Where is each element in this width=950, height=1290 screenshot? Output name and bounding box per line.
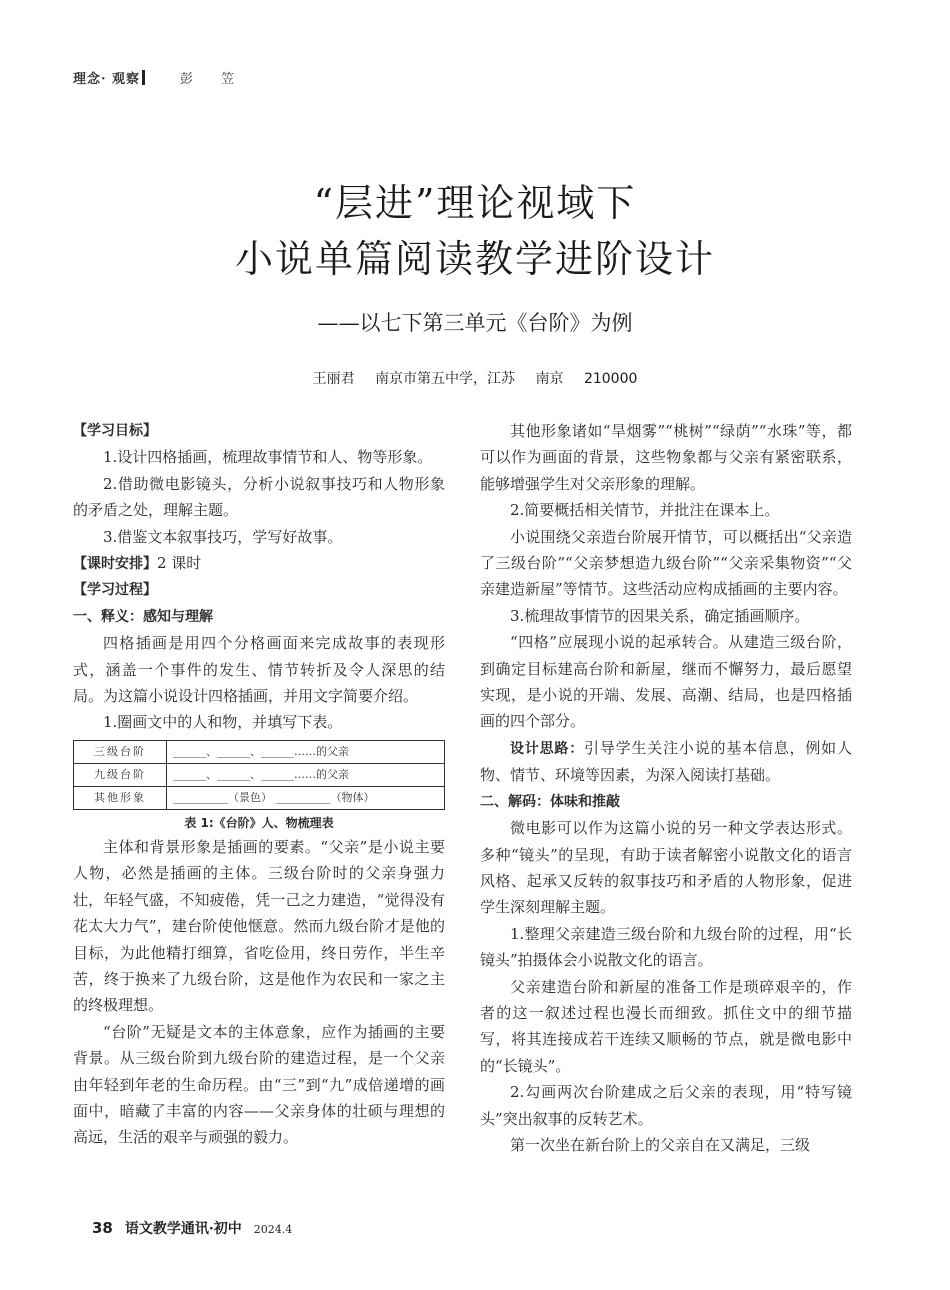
paragraph: 1.圈画文中的人和物，并填写下表。	[103, 713, 343, 732]
table-row	[74, 740, 445, 763]
table-row	[74, 763, 445, 786]
page-number: 38	[92, 1219, 113, 1237]
schedule	[73, 550, 445, 577]
title-line-2: 小说单篇阅读教学进阶设计	[234, 237, 715, 281]
schedule-heading: 【课时安排】	[73, 556, 157, 573]
title-line-1: “层进”理论视域下	[313, 181, 637, 225]
author-affiliation: 南京市第五中学，江苏	[375, 371, 516, 387]
paragraph: 父亲建造台阶和新屋的准备工作是琐碎艰辛的，作者的这一叙述过程也漫长而细致。抓住文中的细节描写，将其连接成若干连续又顺畅的节点，就是微电影中的“长镜头”。	[480, 977, 852, 1075]
running-header	[73, 68, 247, 87]
goal-heading: 【学习目标】	[73, 423, 157, 439]
table-cell-content: __________（景色） __________（物体）	[167, 786, 445, 809]
paragraph: 小说围绕父亲造台阶展开情节，可以概括出“父亲造了三级台阶”“父亲梦想造九级台阶”“父亲采集物资”“父亲建造新屋”等情节。这些活动应构成插画的主要内容。	[480, 527, 852, 599]
paragraph: 主体和背景形象是插画的要素。“父亲”是小说主要人物，必然是插画的主体。三级台阶时的父亲身强力壮，年轻气盛，不知疲倦，凭一己之力建造，“觉得没有花太大力气”，建台阶使他惬意。然而九级台阶才是他的目标，为此他精打细算，省吃俭用，终日劳作，半生辛苦，终于换来了九级台阶，这是他作为农民和一家之主的终极理想。	[73, 837, 445, 1015]
design-label: 设计思路：	[510, 740, 585, 757]
header-author: 彭 笠	[180, 72, 247, 87]
paragraph: 3.梳理故事情节的因果关系，确定插画顺序。	[510, 606, 810, 625]
goal-1: 1.设计四格插画，梳理故事情节和人、物等形象。	[103, 448, 433, 467]
paragraph: 微电影可以作为这篇小说的另一种文学表达形式。多种“镜头”的呈现，有助于读者解密小说散文化的语言风格、起承又反转的叙事技巧和矛盾的人物形象，促进学生深刻理解主题。	[480, 819, 852, 917]
table-row	[74, 786, 445, 809]
part1-heading: 一、释义：感知与理解	[73, 608, 213, 625]
right-column	[480, 418, 852, 1158]
design-note	[480, 735, 852, 789]
author-city: 南京	[535, 371, 564, 387]
table-cell-label: 九级台阶	[74, 763, 167, 786]
table-cell-content: ______、______、______……的父亲	[167, 763, 445, 786]
design-text: 引导学生关注小说的基本信息，例如人物、情节、环境等因素，为深入阅读打基础。	[480, 738, 852, 785]
paragraph: 四格插画是用四个分格画面来完成故事的表现形式，涵盖一个事件的发生、情节转折及令人深思的结局。为这篇小说设计四格插画，并用文字简要介绍。	[73, 634, 445, 706]
part2-heading: 二、解码：体味和推敲	[480, 793, 620, 810]
issue-date: 2024.4	[253, 1223, 293, 1236]
paragraph: 2.简要概括相关情节，并批注在课本上。	[510, 501, 780, 520]
goal-3: 3.借鉴文本叙事技巧，学写好故事。	[103, 527, 343, 546]
left-column	[73, 418, 445, 1151]
author-postcode: 210000	[583, 371, 638, 387]
header-bar	[142, 70, 145, 85]
journal-name: 语文教学通讯·初中	[124, 1221, 242, 1237]
paragraph: 第一次坐在新台阶上的父亲自在又满足，三级	[510, 1135, 811, 1154]
subtitle: ——以七下第三单元《台阶》为例	[317, 311, 633, 335]
author-name: 王丽君	[312, 371, 355, 387]
paragraph: 其他形象诸如“旱烟雾”“桃树”“绿荫”“水珠”等，都可以作为画面的背景，这些物象都与父亲有紧密联系，能够增强学生对父亲形象的理解。	[480, 422, 852, 493]
paragraph: 1.整理父亲建造三级台阶和九级台阶的过程，用“长镜头”拍摄体会小说散文化的语言。	[480, 924, 852, 970]
table-cell-content: ______、______、______……的父亲	[167, 740, 445, 763]
schedule-value: 2 课时	[157, 554, 202, 573]
goal-2: 2.借助微电影镜头，分析小说叙事技巧和人物形象的矛盾之处，理解主题。	[73, 474, 445, 520]
process-heading: 【学习过程】	[73, 582, 157, 599]
table-cell-label: 其他形象	[74, 786, 167, 809]
paragraph: 2.勾画两次台阶建成之后父亲的表现，用“特写镜头”突出叙事的反转艺术。	[480, 1083, 852, 1128]
paragraph: “台阶”无疑是文本的主体意象，应作为插画的主要背景。从三级台阶到九级台阶的建造过程，是一个父亲由年轻到年老的生命历程。由“三”到“九”成倍递增的画面中，暗藏了丰富的内容——父亲身体的壮硕与理想的高远，生活的艰辛与顽强的毅力。	[73, 1022, 445, 1147]
author-line	[0, 368, 950, 388]
character-table	[73, 740, 445, 810]
table-cell-label: 三级台阶	[74, 740, 167, 763]
footer	[92, 1218, 292, 1238]
table-caption: 表 1:《台阶》人、物梳理表	[184, 815, 334, 830]
section-name: 理念· 观察	[73, 72, 141, 87]
paragraph: “四格”应展现小说的起承转合。从建造三级台阶，到确定目标建高台阶和新屋，继而不懈努力，最后愿望实现，是小说的开端、发展、高潮、结局，也是四格插画的四个部分。	[480, 633, 852, 731]
